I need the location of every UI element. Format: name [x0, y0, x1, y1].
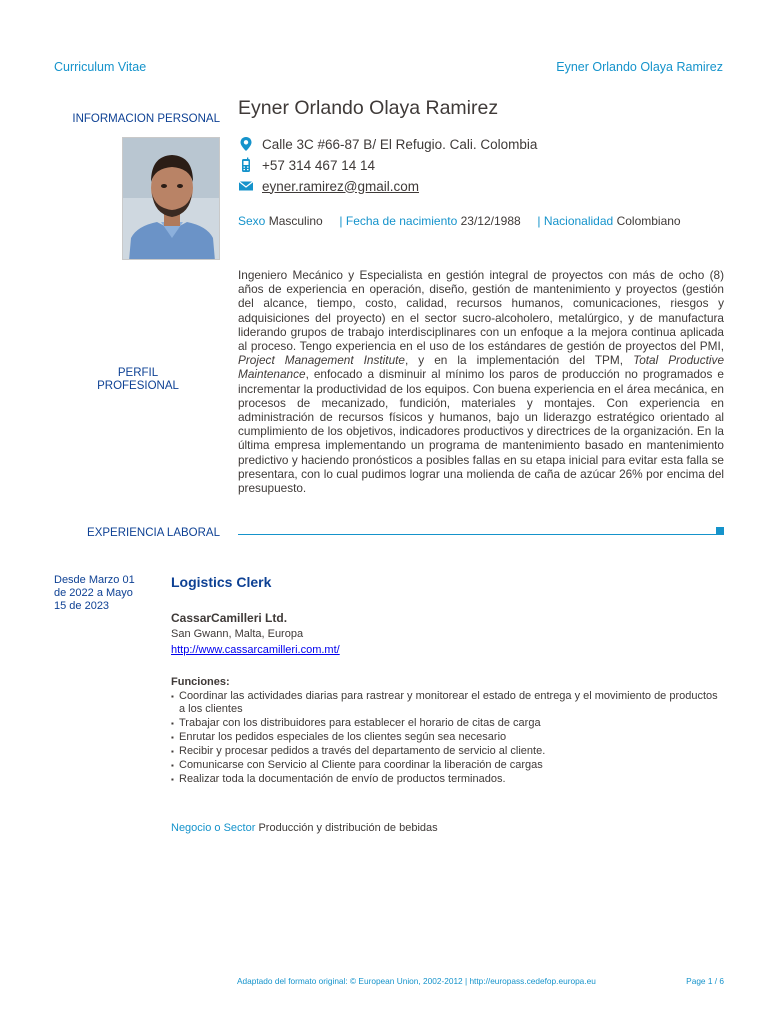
section-divider-marker — [716, 527, 724, 535]
sex-label: Sexo — [238, 214, 266, 228]
page-number: Page 1 / 6 — [686, 976, 724, 986]
nationality-label: | Nacionalidad — [537, 214, 614, 228]
location-pin-icon — [238, 136, 254, 152]
nationality-value: Colombiano — [616, 214, 681, 228]
list-item: ▪ Enrutar los pedidos especiales de los clientes según sea necesario — [171, 731, 726, 744]
section-divider — [238, 534, 716, 535]
phone-icon — [238, 157, 254, 173]
summary-italic-2: Total Productive Maintenance — [238, 353, 724, 382]
duties-list — [171, 690, 726, 787]
business-sector — [171, 822, 438, 834]
company-name: CassarCamilleri Ltd. — [171, 611, 288, 625]
functions-title: Funciones: — [171, 676, 230, 688]
summary-text-1: Ingeniero Mecánico y Especialista en gestión integral de proyectos con más de ocho (8) años de experiencia en operación, diseño, gestión de mantenimiento y proyectos (gestión del alcance, tiempo, costo, calidad, recursos humanos, comunicaciones, riesgos y adquisiciones del proyecto) en el sector sucro-alcoholero, metalúrgico, y de manufactura liderando grupos de trabajo interdisciplinares con un enfoque a la mejora continua aplicada al proceso. Tengo experiencia en el uso de los estándares de gestión de proyectos del PMI, — [238, 268, 724, 354]
job-title: Logistics Clerk — [171, 574, 272, 590]
header-left: Curriculum Vitae — [54, 60, 147, 74]
list-item: ▪ Comunicarse con Servicio al Cliente para coordinar la liberación de cargas — [171, 759, 726, 772]
email-line — [238, 178, 419, 194]
phone-line — [238, 157, 375, 173]
profile-summary — [238, 268, 724, 495]
job-dates: Desde Marzo 01 de 2022 a Mayo 15 de 2023 — [54, 574, 135, 612]
company-url-link[interactable]: http://www.cassarcamilleri.com.mt/ — [171, 644, 340, 656]
section-experience: EXPERIENCIA LABORAL — [87, 527, 220, 539]
email-icon — [238, 178, 254, 194]
list-item: ▪ Coordinar las actividades diarias para rastrear y monitorear el estado de entrega y el movimiento de productos a los clientes — [171, 690, 726, 716]
summary-text-2: , y en la implementación del TPM, — [404, 353, 634, 368]
list-item: ▪ Trabajar con los distribuidores para establecer el horario de citas de carga — [171, 717, 726, 730]
phone-text: +57 314 467 14 14 — [262, 157, 375, 173]
section-profile — [83, 367, 193, 393]
section-profile-line1: PERFIL — [117, 367, 159, 379]
avatar-icon — [123, 138, 220, 260]
profile-photo — [122, 137, 220, 260]
personal-details — [238, 214, 681, 228]
email-link[interactable]: eyner.ramirez@gmail.com — [262, 178, 419, 194]
sector-value: Producción y distribución de bebidas — [258, 822, 438, 834]
person-name: Eyner Orlando Olaya Ramirez — [238, 97, 499, 119]
birth-value: 23/12/1988 — [460, 214, 521, 228]
sex-value: Masculino — [268, 214, 323, 228]
footer-credit: Adaptado del formato original: © European Union, 2002-2012 | http://europass.cedefop.europa.eu — [237, 976, 596, 986]
header-right: Eyner Orlando Olaya Ramirez — [556, 60, 723, 74]
section-profile-line2: PROFESIONAL — [97, 380, 179, 392]
list-item: ▪ Recibir y procesar pedidos a través del departamento de servicio al cliente. — [171, 745, 726, 758]
list-item: ▪ Realizar toda la documentación de envío de productos terminados. — [171, 773, 726, 786]
address-line — [238, 136, 537, 152]
section-personal-info: INFORMACION PERSONAL — [72, 113, 220, 125]
address-text: Calle 3C #66-87 B/ El Refugio. Cali. Colombia — [262, 136, 538, 152]
birth-label: | Fecha de nacimiento — [339, 214, 458, 228]
summary-italic-1: Project Management Institute — [238, 353, 405, 368]
company-location: San Gwann, Malta, Europa — [171, 628, 304, 640]
summary-text-3: , enfocado a disminuir al mínimo los paros de producción no programados e incrementar la productividad de los equipos. Con buena experiencia en el área mecánica, en procesos de mecanizado, fundición, materiales y montajes. Con experiencia en administración de recursos físicos y humanos, bajo un liderazgo estratégico orientado al cumplimiento de los objetivos, indicadores productivos y directrices de la organización. En la última empresa implementando un programa de mantenimiento basado en mantenimiento predictivo y haciendo pronósticos a posibles fallas en su etapa inicial para evitar esta falla se presentara, con lo cual pudimos lograr una molienda de caña de azúcar 26% por encima del presupuesto. — [238, 367, 724, 496]
sector-label: Negocio o Sector — [171, 822, 256, 834]
